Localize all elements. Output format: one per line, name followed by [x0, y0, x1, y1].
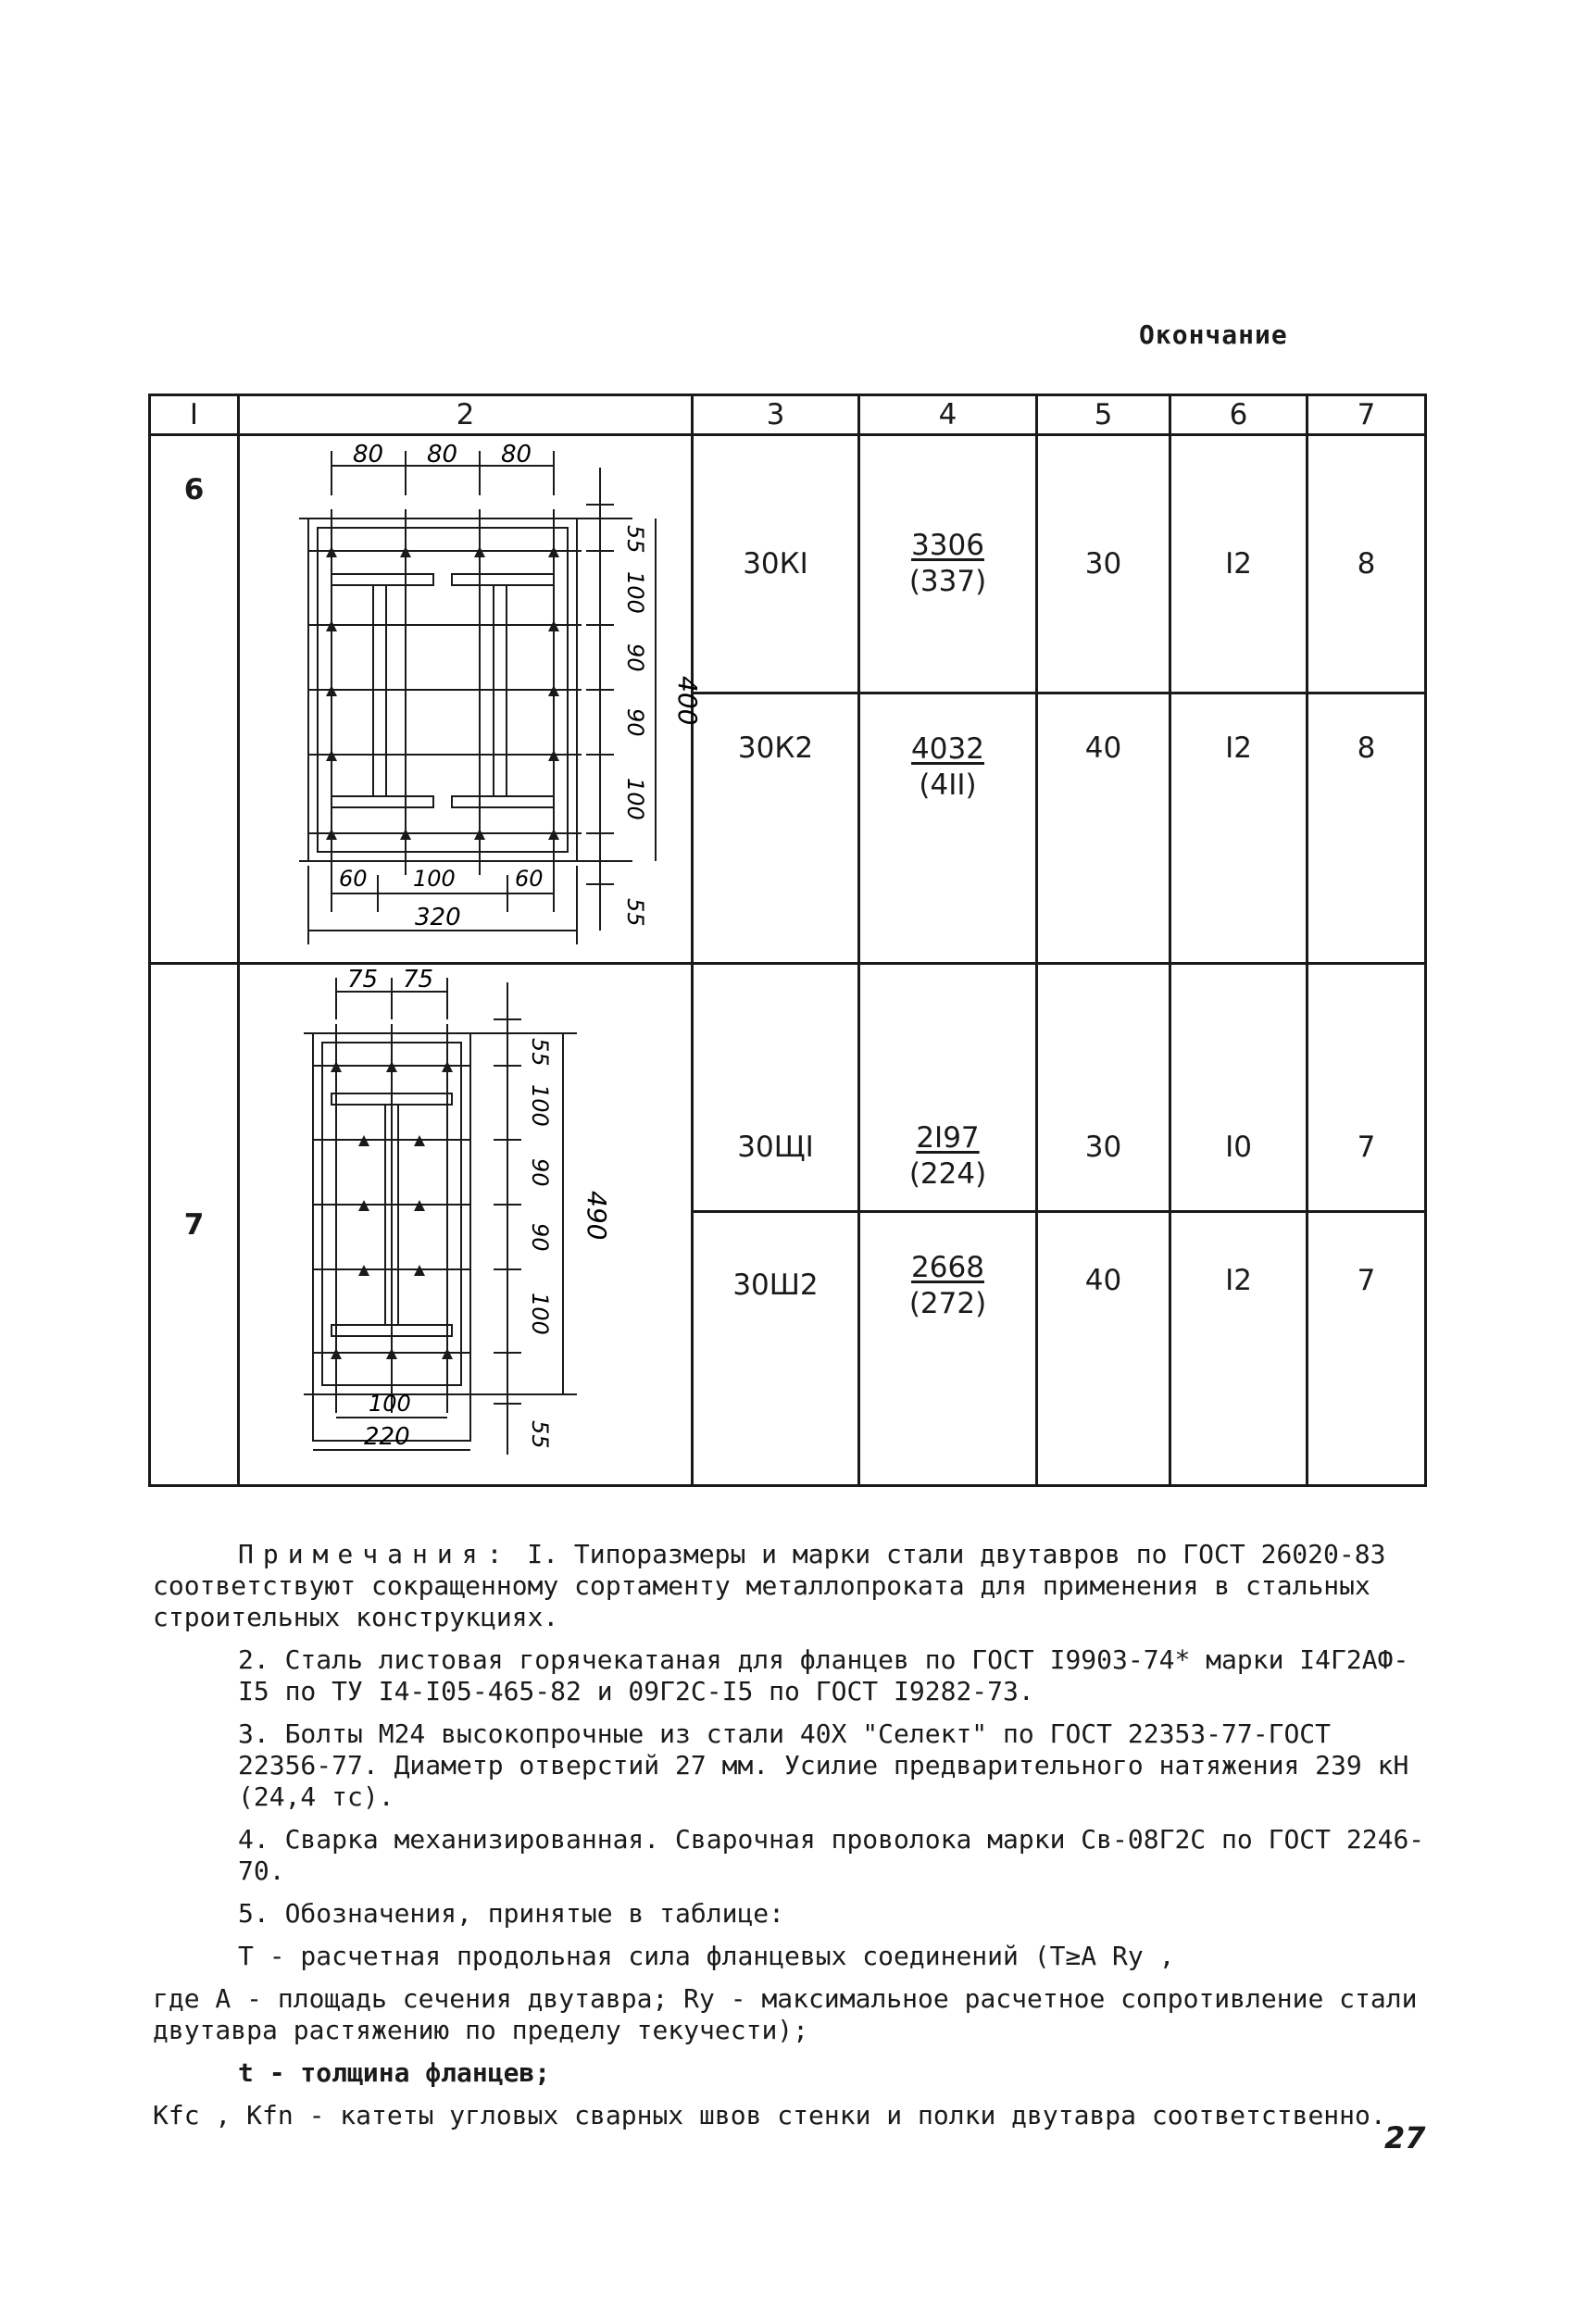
note-5: 5. Обозначения, принятые в таблице:: [238, 1898, 785, 1929]
mass-cell: [859, 693, 1037, 964]
note-2: 2. Сталь листовая горячекатаная для фланцев по ГОСТ I9903-74* марки I4Г2АФ-I5 по ТУ I4-I05-465-82 и 09Г2С-I5 по ГОСТ I9282-73.: [238, 1644, 1409, 1706]
col-header: 3: [693, 395, 859, 435]
note-8: t - толщина фланцев;: [238, 2057, 551, 2088]
note-7: где А - площадь сечения двутавра; Ry - максимальное расчетное сопротивление стали двутавра растяжению по пределу текучести);: [153, 1983, 1418, 2045]
dim-label: 55: [527, 1038, 553, 1067]
profile-cell: 30Ш2: [693, 1212, 859, 1486]
dim-label: 55: [622, 898, 648, 927]
note-text: I. Типоразмеры и марки стали двутавров по ГОСТ 26020-83 соответствуют сокращенному сортаменту металлопроката для применения в стальных строительных конструкциях.: [153, 1539, 1386, 1632]
flange-drawing: [244, 968, 688, 1473]
cell: 30: [1037, 435, 1170, 693]
dim-label: 75: [403, 966, 434, 993]
group-number: 6: [150, 435, 239, 964]
col-header: 7: [1307, 395, 1426, 435]
note-9: Kfc , Kfn - катеты угловых сварных швов стенки и полки двутавра соответственно.: [153, 2100, 1386, 2130]
notes-block: [153, 1539, 1426, 2143]
mass-cell: [859, 964, 1037, 1212]
dim-label: 80: [501, 441, 532, 469]
mass-bottom: (337): [908, 565, 987, 599]
col-header: I: [150, 395, 239, 435]
profile-cell: 30ЩI: [693, 964, 859, 1212]
cell: 7: [1307, 1212, 1426, 1486]
dim-label: 60: [339, 866, 368, 892]
note-6: Т - расчетная продольная сила фланцевых соединений (Т≥А Ry ,: [238, 1941, 1175, 1971]
col-header: 6: [1170, 395, 1307, 435]
dim-label: 80: [353, 441, 384, 469]
cell: 40: [1037, 693, 1170, 964]
dim-label: 90: [527, 1158, 553, 1187]
mass-bottom: (272): [908, 1287, 987, 1321]
table-row: [150, 964, 1426, 1212]
dim-label: 220: [364, 1423, 410, 1451]
dim-label: 100: [413, 866, 456, 892]
dim-label: 55: [622, 525, 648, 554]
mass-bottom: (224): [908, 1156, 987, 1191]
notes-heading: Примечания:: [238, 1539, 512, 1569]
dim-label: 55: [527, 1420, 553, 1449]
joint-drawing-7: [239, 964, 693, 1486]
note-3: 3. Болты М24 высокопрочные из стали 40Х "Селект" по ГОСТ 22353-77-ГОСТ 22356-77. Диаметр отверстий 27 мм. Усилие предварительного натяжения 239 кН (24,4 тс).: [238, 1718, 1409, 1812]
dim-label: 100: [622, 571, 648, 614]
mass-cell: [859, 435, 1037, 693]
dim-label: 490: [582, 1191, 612, 1241]
dim-label: 80: [427, 441, 458, 469]
spec-table: [148, 394, 1427, 1487]
group-number: 7: [150, 964, 239, 1486]
cell: 8: [1307, 435, 1426, 693]
page-number: 27: [1384, 2120, 1426, 2155]
dim-label: 90: [622, 708, 648, 737]
joint-drawing-6: [239, 435, 703, 964]
profile-cell: 30К2: [693, 693, 859, 964]
cell: I2: [1170, 1212, 1307, 1486]
dim-label: 100: [527, 1084, 553, 1127]
mass-cell: [859, 1212, 1037, 1486]
col-header: 2: [239, 395, 693, 435]
note-4: 4. Сварка механизированная. Сварочная проволока марки Св-08Г2С по ГОСТ 2246-70.: [238, 1824, 1425, 1886]
dim-label: 90: [527, 1223, 553, 1252]
mass-top: 2I97: [916, 1120, 980, 1155]
dim-label: 100: [622, 778, 648, 820]
col-header: 5: [1037, 395, 1170, 435]
cell: I2: [1170, 693, 1307, 964]
profile-cell: 30КI: [693, 435, 859, 693]
table-row: [150, 435, 1426, 693]
cell: 40: [1037, 1212, 1170, 1486]
flange-drawing: [244, 440, 703, 951]
dim-label: 90: [622, 643, 648, 672]
cell: 8: [1307, 693, 1426, 964]
mass-bottom: (4II): [919, 768, 977, 803]
col-header: 4: [859, 395, 1037, 435]
note-1: [153, 1539, 1426, 1633]
mass-top: 3306: [911, 529, 984, 563]
dim-label: 60: [515, 866, 544, 892]
cell: I2: [1170, 435, 1307, 693]
dim-label: 400: [672, 676, 703, 726]
header-row: [150, 395, 1426, 435]
dim-label: 320: [415, 904, 461, 931]
dim-label: 75: [347, 966, 379, 993]
mass-top: 4032: [911, 732, 984, 767]
dim-label: 100: [369, 1391, 411, 1417]
cell: 7: [1307, 964, 1426, 1212]
cell: I0: [1170, 964, 1307, 1212]
table-caption: Окончание: [1139, 319, 1288, 350]
cell: 30: [1037, 964, 1170, 1212]
mass-top: 2668: [911, 1251, 984, 1285]
dim-label: 100: [527, 1293, 553, 1335]
